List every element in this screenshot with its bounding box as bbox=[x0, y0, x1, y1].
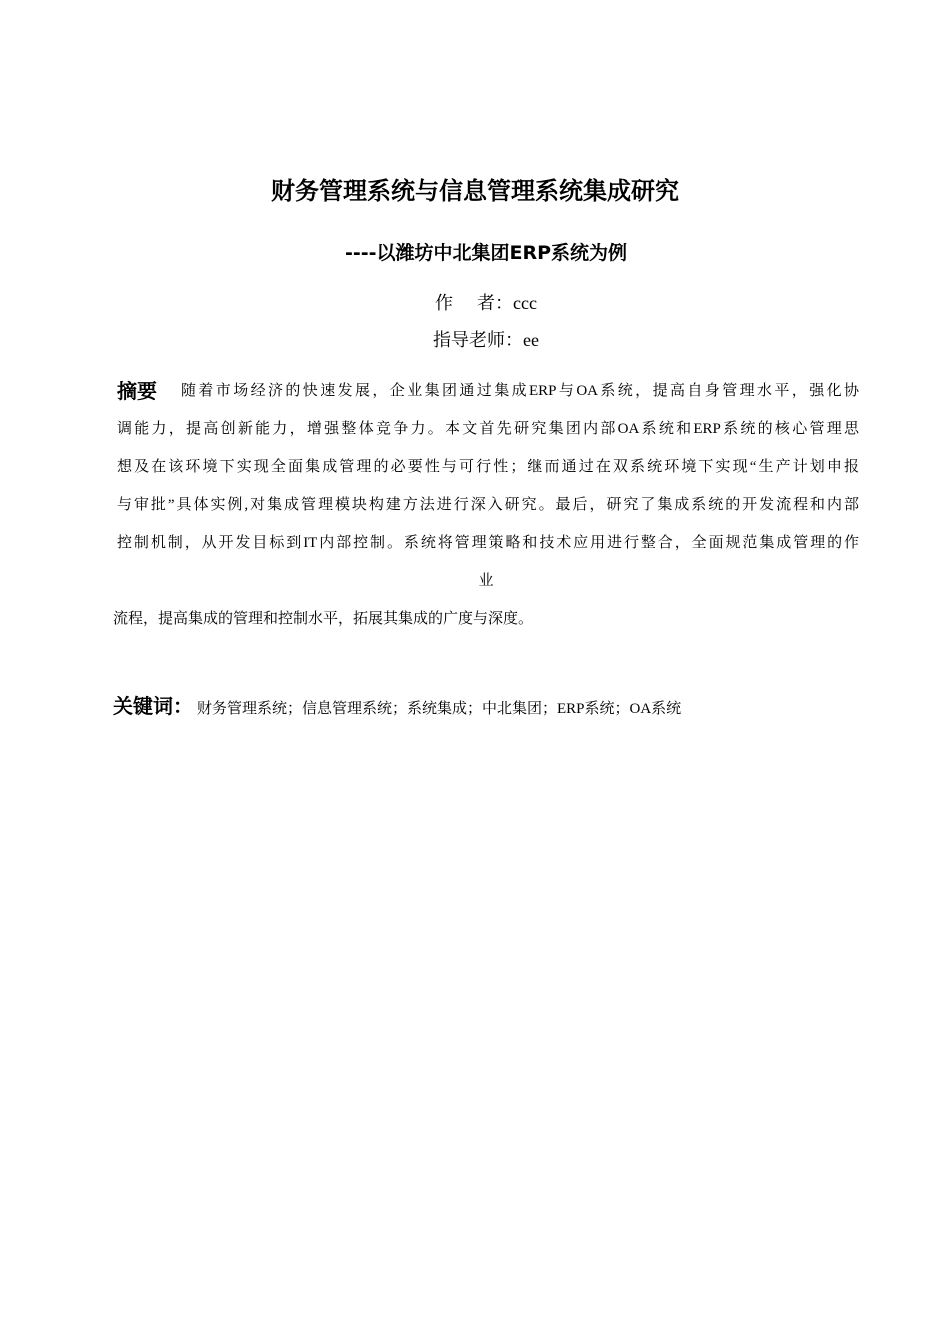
author-label-1: 作 bbox=[435, 293, 454, 313]
abstract-section bbox=[113, 372, 859, 638]
abstract-line-6: 业 bbox=[478, 573, 494, 589]
advisor-line bbox=[0, 327, 950, 353]
abstract-line-7: 流程，提高集成的管理和控制水平，拓展其集成的广度与深度。 bbox=[113, 611, 534, 627]
keywords-heading: 关键词： bbox=[113, 694, 193, 718]
author-label-2: 者： bbox=[477, 293, 514, 313]
abstract-line-4: 与审批”具体实例,对集成管理模块构建方法进行深入研究。最后，研究了集成系统的开发流程和内部 bbox=[117, 497, 859, 513]
keywords-section bbox=[113, 690, 859, 719]
paper-subtitle: ----以潍坊中北集团ERP系统为例 bbox=[344, 242, 628, 264]
abstract-line-3: 想及在该环境下实现全面集成管理的必要性与可行性；继而通过在双系统环境下实现“生产计划申报 bbox=[117, 459, 859, 475]
abstract-line-5: 控制机制，从开发目标到IT内部控制。系统将管理策略和技术应用进行整合，全面规范集成管理的作 bbox=[117, 535, 859, 551]
abstract-heading: 摘要 bbox=[117, 379, 157, 403]
abstract-line-2: 调能力，提高创新能力，增强整体竞争力。本文首先研究集团内部OA系统和ERP系统的核心管理思 bbox=[117, 421, 859, 437]
keywords-text: 财务管理系统；信息管理系统；系统集成；中北集团；ERP系统；OA系统 bbox=[197, 701, 682, 717]
advisor-name: ee bbox=[523, 330, 539, 350]
abstract-line-1 bbox=[113, 372, 859, 410]
author-line bbox=[0, 290, 950, 316]
advisor-label: 指导老师： bbox=[433, 330, 523, 350]
paper-title: 财务管理系统与信息管理系统集成研究 bbox=[271, 177, 679, 205]
author-name: ccc bbox=[513, 293, 537, 313]
abstract-text: 随着市场经济的快速发展，企业集团通过集成ERP与OA系统，提高自身管理水平，强化协 bbox=[181, 383, 859, 399]
